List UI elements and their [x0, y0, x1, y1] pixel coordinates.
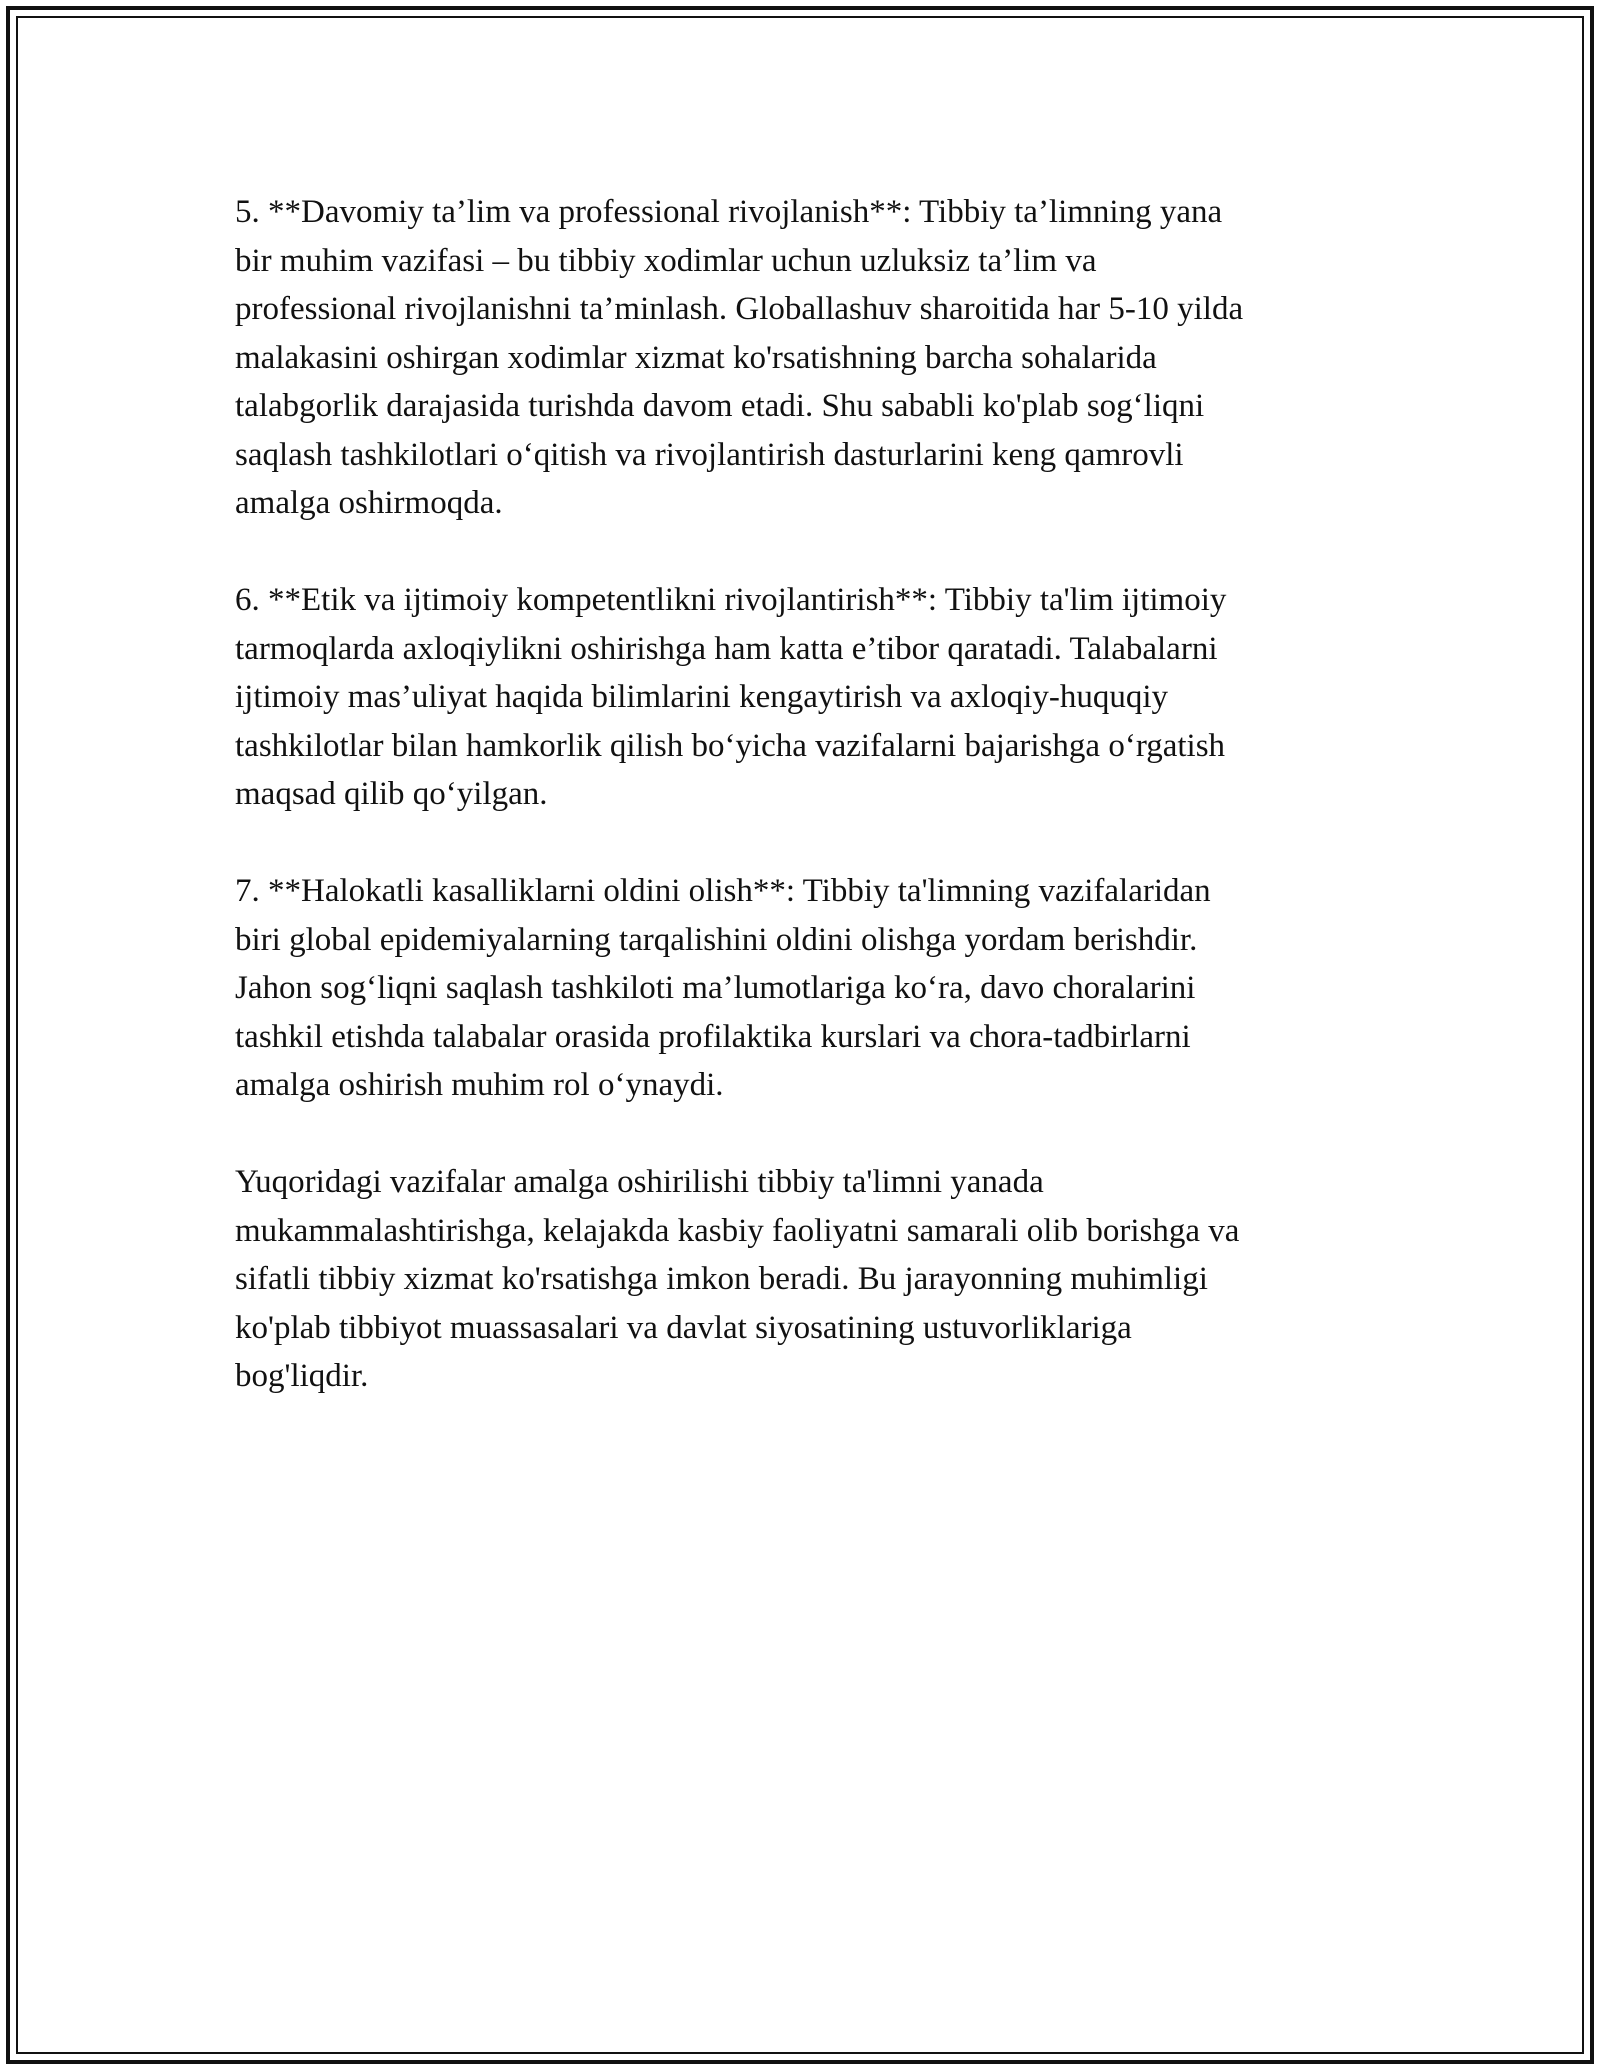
paragraph-item-5: 5. **Davomiy ta’lim va professional rivojlanish**: Tibbiy ta’limning yana bir muhim vazifasi – bu tibbiy xodimlar uchun uzluksiz ta’lim va professional rivojlanishni ta’minlash. Globallashuv sharoitida har 5-10 yilda malakasini oshirgan xodimlar xizmat ko'rsatishning barcha sohalarida talabgorlik darajasida turishda davom etadi. Shu sababli ko'plab sog‘liqni saqlash tashkilotlari o‘qitish va rivojlantirish dasturlarini keng qamrovli amalga oshirmoqda.	[235, 194, 1244, 521]
document-body	[235, 188, 1385, 1449]
paragraph-item-6: 6. **Etik va ijtimoiy kompetentlikni rivojlantirish**: Tibbiy ta'lim ijtimoiy tarmoqlarda axloqiylikni oshirishga ham katta e’tibor qaratadi. Talabalarni ijtimoiy mas’uliyat haqida bilimlarini kengaytirish va axloqiy-huquqiy tashkilotlar bilan hamkorlik qilish bo‘yicha vazifalarni bajarishga o‘rgatish maqsad qilib qo‘yilgan.	[235, 582, 1227, 812]
paragraph-item-7: 7. **Halokatli kasalliklarni oldini olish**: Tibbiy ta'limning vazifalaridan biri global epidemiyalarning tarqalishini oldini olishga yordam berishdir. Jahon sog‘liqni saqlash tashkiloti ma’lumotlariga ko‘ra, davo choralarini tashkil etishda talabalar orasida profilaktika kurslari va chora-tadbirlarni amalga oshirish muhim rol o‘ynaydi.	[235, 873, 1211, 1103]
paragraph-conclusion: Yuqoridagi vazifalar amalga oshirilishi tibbiy ta'limni yanada mukammalashtirishga, kelajakda kasbiy faoliyatni samarali olib borishga va sifatli tibbiy xizmat ko'rsatishga imkon beradi. Bu jarayonning muhimligi ko'plab tibbiyot muassasalari va davlat siyosatining ustuvorliklariga bog'liqdir.	[235, 1164, 1240, 1394]
